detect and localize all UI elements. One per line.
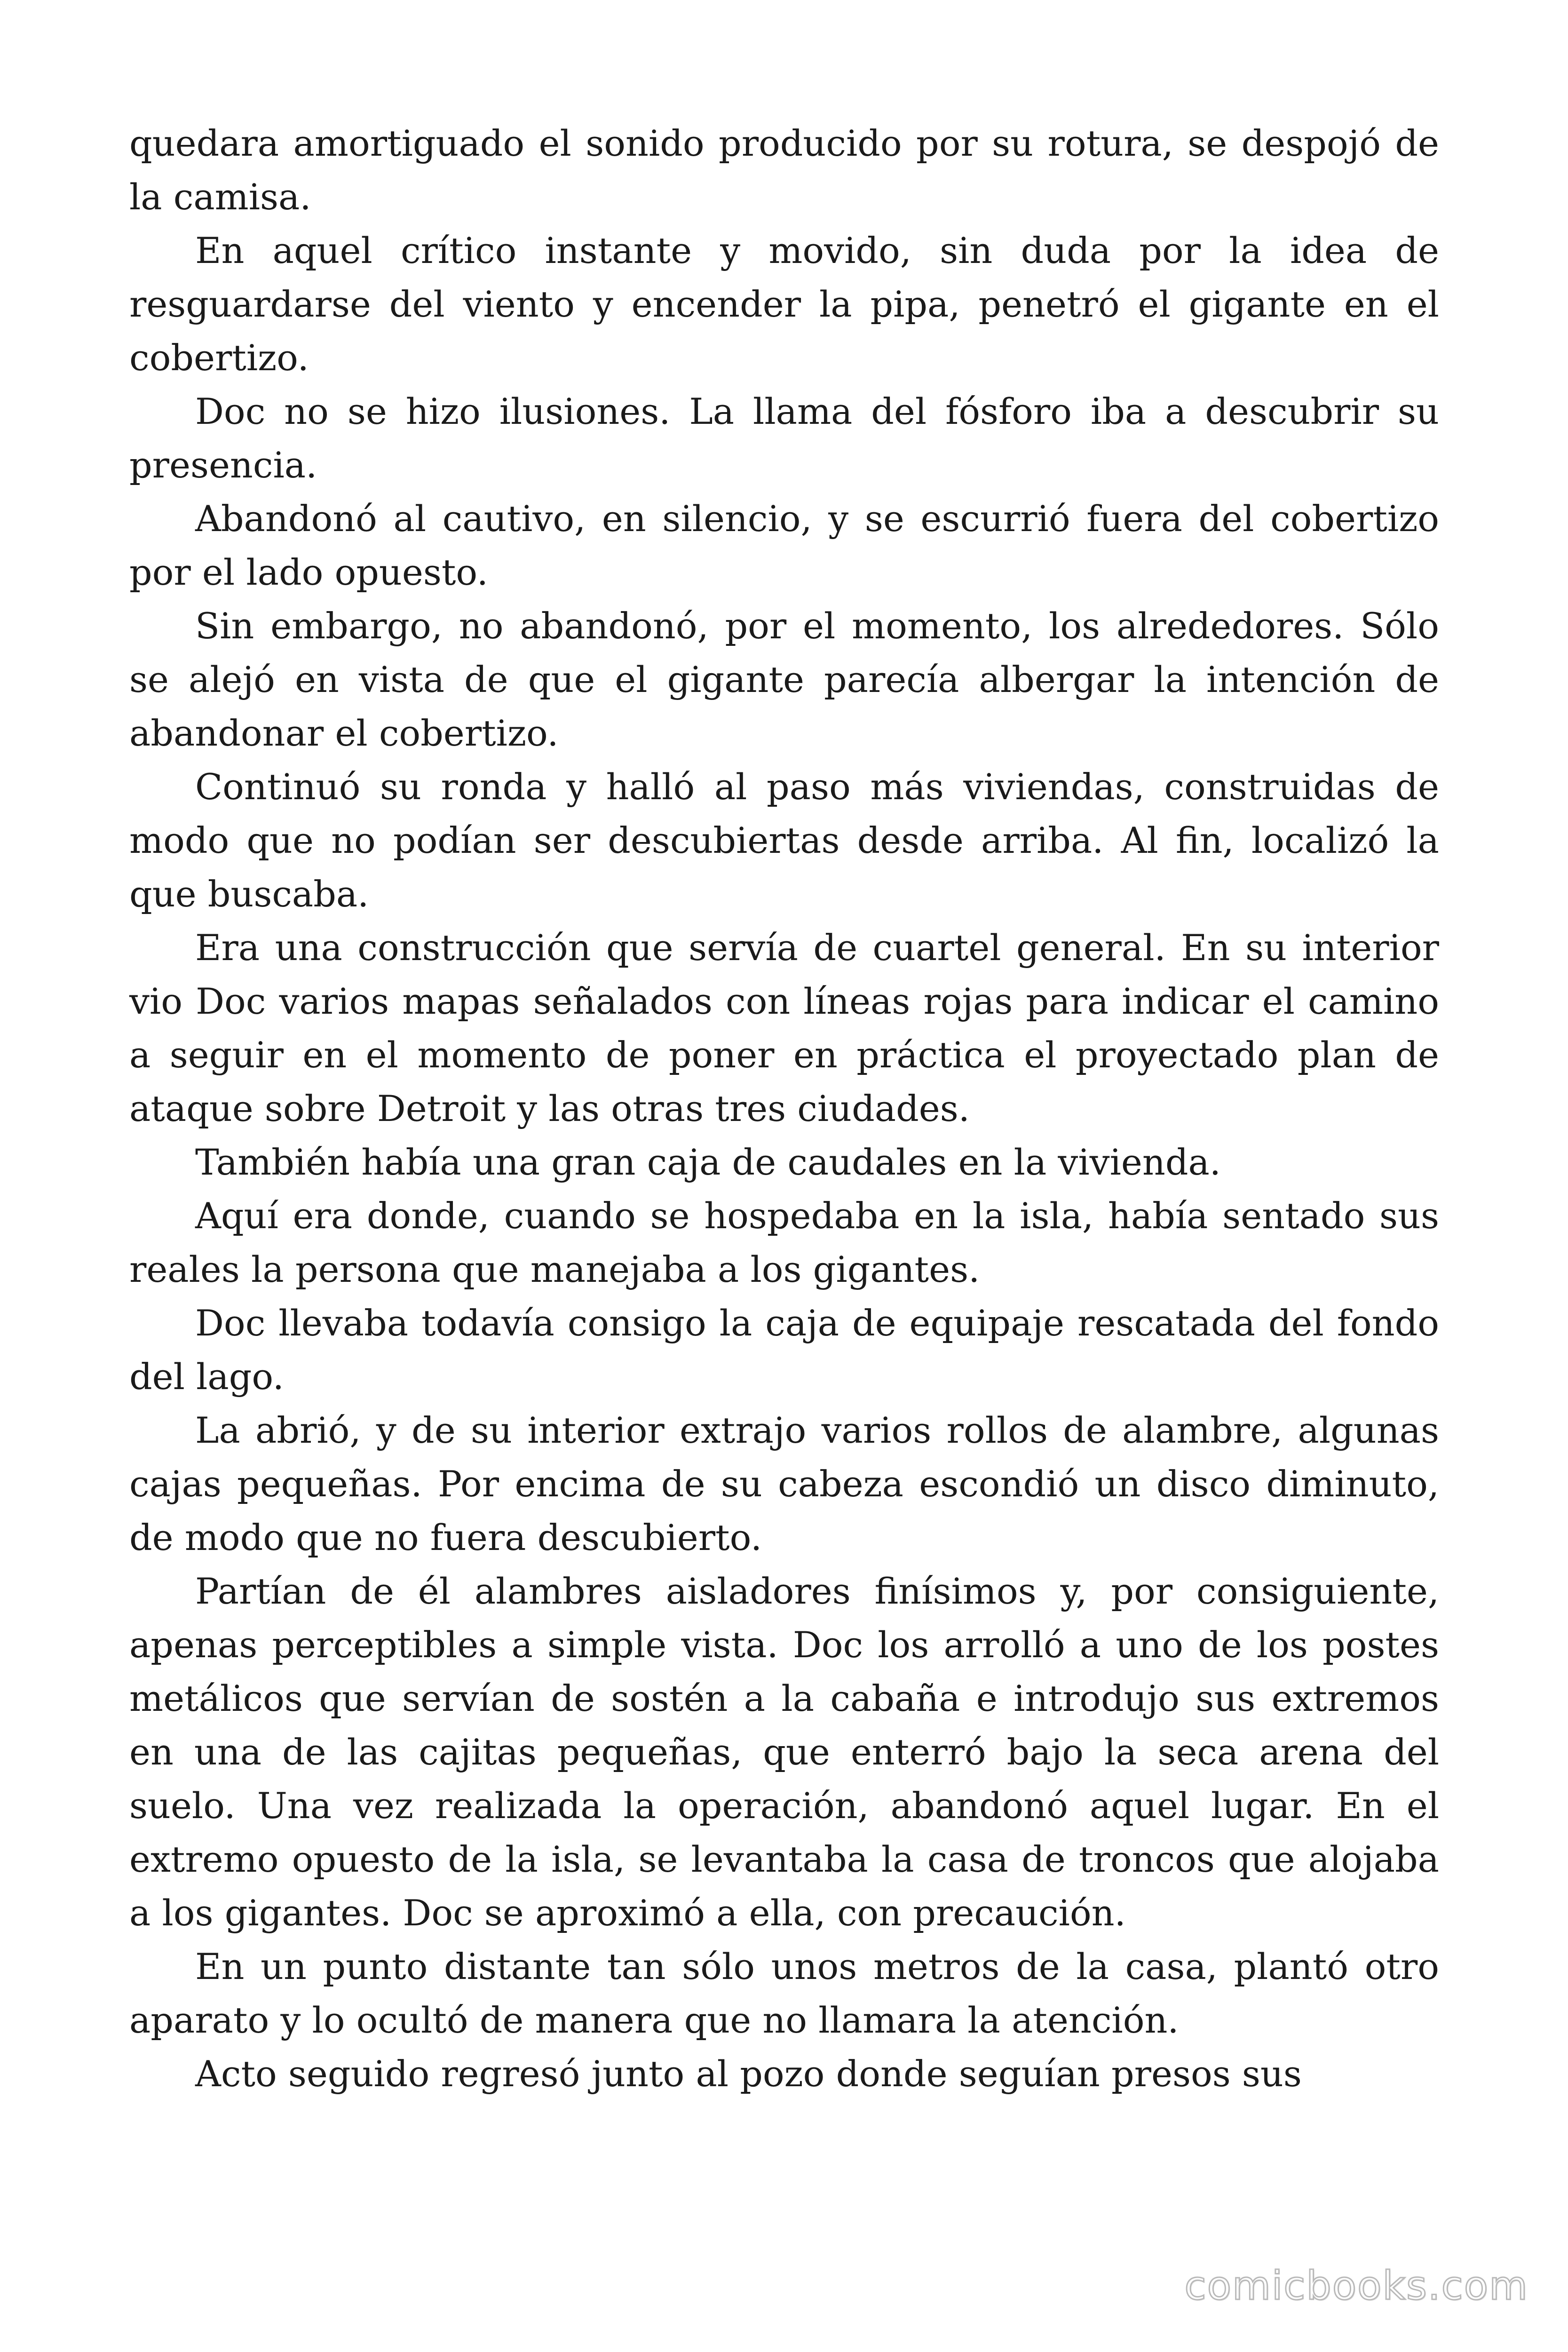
paragraph: Doc llevaba todavía consigo la caja de equipaje rescatada del fondo del lago. <box>129 1302 1439 1398</box>
paragraph: quedara amortiguado el sonido producido por su rotura, se despojó de la camisa. <box>129 122 1439 218</box>
paragraph: En aquel crítico instante y movido, sin duda por la idea de resguardarse del viento y encender la pipa, penetró el gigante en el cobertizo. <box>129 230 1439 379</box>
watermark: comicbooks.com <box>1184 2263 1528 2309</box>
paragraph: Acto seguido regresó junto al pozo donde seguían presos sus <box>195 2053 1302 2095</box>
paragraph: También había una gran caja de caudales en la vivienda. <box>195 1141 1221 1183</box>
paragraph: Aquí era donde, cuando se hospedaba en la isla, había sentado sus reales la persona que manejaba a los gigantes. <box>129 1195 1439 1290</box>
paragraph: Abandonó al cautivo, en silencio, y se escurrió fuera del cobertizo por el lado opuesto. <box>129 498 1439 593</box>
paragraph: Partían de él alambres aisladores finísimos y, por consiguiente, apenas perceptibles a simple vista. Doc los arrolló a uno de los postes metálicos que servían de sostén a la cabaña e introdujo sus extremos en una de las cajitas pequeñas, que enterró bajo la seca arena del suelo. Una vez realizada la operación, abandonó aquel lugar. En el extremo opuesto de la isla, se levantaba la casa de troncos que alojaba a los gigantes. Doc se aproximó a ella, con precaución. <box>129 1570 1439 1934</box>
paragraph: Sin embargo, no abandonó, por el momento, los alrededores. Sólo se alejó en vista de que el gigante parecía albergar la intención de abandonar el cobertizo. <box>129 605 1439 754</box>
paragraph: En un punto distante tan sólo unos metros de la casa, plantó otro aparato y lo ocultó de manera que no llamara la atención. <box>129 1946 1439 2041</box>
paragraph: Era una construcción que servía de cuartel general. En su interior vio Doc varios mapas señalados con líneas rojas para indicar el camino a seguir en el momento de poner en práctica el proyectado plan de ataque sobre Detroit y las otras tres ciudades. <box>129 927 1439 1129</box>
page-text <box>129 117 1439 2101</box>
paragraph: Continuó su ronda y halló al paso más viviendas, construidas de modo que no podían ser descubiertas desde arriba. Al fin, localizó la que buscaba. <box>129 766 1439 915</box>
paragraph: Doc no se hizo ilusiones. La llama del fósforo iba a descubrir su presencia. <box>129 390 1439 486</box>
paragraph: La abrió, y de su interior extrajo varios rollos de alambre, algunas cajas pequeñas. Por encima de su cabeza escondió un disco diminuto, de modo que no fuera descubierto. <box>129 1409 1439 1558</box>
